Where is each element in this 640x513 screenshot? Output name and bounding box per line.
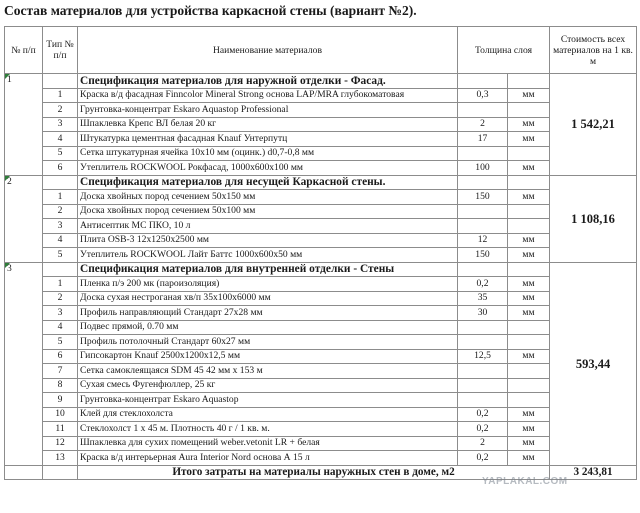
- row-number: 3: [43, 306, 78, 321]
- layer-thickness: [458, 364, 508, 379]
- section-header-row: [5, 175, 637, 190]
- section-unit-cell: [508, 262, 550, 277]
- table-row: [5, 407, 637, 422]
- layer-thickness: 35: [458, 291, 508, 306]
- table-row: [5, 190, 637, 205]
- section-thickness-cell: [458, 74, 508, 89]
- material-name: Плита OSB-3 12х1250х2500 мм: [78, 233, 458, 248]
- table-row: [5, 335, 637, 350]
- thickness-unit: [508, 335, 550, 350]
- material-name: Доска хвойных пород сечением 50х100 мм: [78, 204, 458, 219]
- table-row: [5, 277, 637, 292]
- section-title: Спецификация материалов для наружной отделки - Фасад.: [78, 74, 458, 89]
- layer-thickness: 17: [458, 132, 508, 147]
- row-number: 4: [43, 233, 78, 248]
- section-title: Спецификация материалов для несущей Каркасной стены.: [78, 175, 458, 190]
- thickness-unit: мм: [508, 161, 550, 176]
- row-number: 4: [43, 132, 78, 147]
- row-number: 5: [43, 335, 78, 350]
- table-row: [5, 422, 637, 437]
- row-number: 5: [43, 248, 78, 263]
- section-number: 2: [5, 175, 43, 262]
- material-name: Подвес прямой, 0.70 мм: [78, 320, 458, 335]
- row-number: 1: [43, 277, 78, 292]
- section-unit-cell: [508, 175, 550, 190]
- thickness-unit: [508, 146, 550, 161]
- layer-thickness: [458, 378, 508, 393]
- row-number: 12: [43, 436, 78, 451]
- table-row: [5, 248, 637, 263]
- table-body: [5, 74, 637, 480]
- layer-thickness: 150: [458, 190, 508, 205]
- section-cost: 1 542,21: [550, 74, 637, 176]
- material-name: Штукатурка цементная фасадная Knauf Унтерпутц: [78, 132, 458, 147]
- layer-thickness: [458, 146, 508, 161]
- materials-table: [4, 26, 637, 480]
- thickness-unit: мм: [508, 407, 550, 422]
- material-name: Сетка штукатурная ячейка 10х10 мм (оцинк.) d0,7-0,8 мм: [78, 146, 458, 161]
- table-row: [5, 291, 637, 306]
- table-row: [5, 103, 637, 118]
- table-row: [5, 219, 637, 234]
- header-thickness: Толщина слоя: [458, 27, 550, 74]
- header-name: Наименование материалов: [78, 27, 458, 74]
- table-row: [5, 451, 637, 466]
- row-number: 4: [43, 320, 78, 335]
- row-number: 9: [43, 393, 78, 408]
- table-row: [5, 146, 637, 161]
- total-label: Итого затраты на материалы наружных стен в доме, м2: [78, 465, 550, 480]
- row-number: 6: [43, 349, 78, 364]
- section-thickness-cell: [458, 175, 508, 190]
- layer-thickness: 0,2: [458, 451, 508, 466]
- section-cost: 593,44: [550, 262, 637, 465]
- row-number: 6: [43, 161, 78, 176]
- thickness-unit: мм: [508, 349, 550, 364]
- row-number: 10: [43, 407, 78, 422]
- table-row: [5, 233, 637, 248]
- material-name: Утеплитель ROCKWOOL Лайт Баттс 1000х600х50 мм: [78, 248, 458, 263]
- thickness-unit: мм: [508, 291, 550, 306]
- thickness-unit: [508, 378, 550, 393]
- table-row: [5, 320, 637, 335]
- thickness-unit: мм: [508, 436, 550, 451]
- material-name: Стеклохолст 1 х 45 м. Плотность 40 г / 1 кв. м.: [78, 422, 458, 437]
- material-name: Краска в/д интерьерная Aura Interior Nord основа А 15 л: [78, 451, 458, 466]
- thickness-unit: [508, 204, 550, 219]
- layer-thickness: 30: [458, 306, 508, 321]
- row-number: 7: [43, 364, 78, 379]
- material-name: Профиль потолочный Стандарт 60х27 мм: [78, 335, 458, 350]
- thickness-unit: [508, 364, 550, 379]
- table-row: [5, 364, 637, 379]
- row-number: 2: [43, 103, 78, 118]
- section-number: 3: [5, 262, 43, 465]
- table-row: [5, 349, 637, 364]
- material-name: Сетка самоклеящаяся SDM 45 42 мм х 153 м: [78, 364, 458, 379]
- table-row: [5, 378, 637, 393]
- row-number: 13: [43, 451, 78, 466]
- thickness-unit: [508, 103, 550, 118]
- table-row: [5, 88, 637, 103]
- material-name: Антисептик МС ПКО, 10 л: [78, 219, 458, 234]
- section-cost: 1 108,16: [550, 175, 637, 262]
- material-name: Сухая смесь Фугенфюллер, 25 кг: [78, 378, 458, 393]
- section-title: Спецификация материалов для внутренней отделки - Стены: [78, 262, 458, 277]
- table-header-row: [5, 27, 637, 74]
- thickness-unit: мм: [508, 88, 550, 103]
- section-subnum-cell: [43, 175, 78, 190]
- material-name: Гипсокартон Knauf 2500х1200х12,5 мм: [78, 349, 458, 364]
- layer-thickness: [458, 204, 508, 219]
- layer-thickness: [458, 103, 508, 118]
- layer-thickness: 2: [458, 436, 508, 451]
- row-number: 2: [43, 291, 78, 306]
- thickness-unit: мм: [508, 117, 550, 132]
- table-row: [5, 132, 637, 147]
- material-name: Утеплитель ROCKWOOL Рокфасад, 1000х600х100 мм: [78, 161, 458, 176]
- page-title: Состав материалов для устройства каркасной стены (вариант №2).: [4, 3, 417, 18]
- header-num: № п/п: [5, 27, 43, 74]
- layer-thickness: 0,2: [458, 422, 508, 437]
- layer-thickness: 12: [458, 233, 508, 248]
- section-unit-cell: [508, 74, 550, 89]
- row-number: 2: [43, 204, 78, 219]
- row-number: 1: [43, 190, 78, 205]
- material-name: Доска хвойных пород сечением 50х150 мм: [78, 190, 458, 205]
- material-name: Шпаклевка для сухих помещений weber.vetonit LR + белая: [78, 436, 458, 451]
- thickness-unit: мм: [508, 306, 550, 321]
- section-subnum-cell: [43, 262, 78, 277]
- table-row: [5, 393, 637, 408]
- table-row: [5, 117, 637, 132]
- layer-thickness: 0,2: [458, 277, 508, 292]
- thickness-unit: мм: [508, 422, 550, 437]
- material-name: Грунтовка-концентрат Eskaro Aquastop Professional: [78, 103, 458, 118]
- layer-thickness: 12,5: [458, 349, 508, 364]
- layer-thickness: 150: [458, 248, 508, 263]
- table-row: [5, 161, 637, 176]
- table-row: [5, 306, 637, 321]
- material-name: Пленка п/э 200 мк (пароизоляция): [78, 277, 458, 292]
- layer-thickness: [458, 393, 508, 408]
- section-header-row: [5, 74, 637, 89]
- thickness-unit: мм: [508, 190, 550, 205]
- section-number: 1: [5, 74, 43, 176]
- layer-thickness: [458, 320, 508, 335]
- thickness-unit: мм: [508, 277, 550, 292]
- row-number: 11: [43, 422, 78, 437]
- row-number: 5: [43, 146, 78, 161]
- material-name: Профиль направляющий Стандарт 27х28 мм: [78, 306, 458, 321]
- layer-thickness: [458, 219, 508, 234]
- thickness-unit: [508, 320, 550, 335]
- material-name: Грунтовка-концентрат Eskaro Aquastop: [78, 393, 458, 408]
- material-name: Клей для стеклохолста: [78, 407, 458, 422]
- thickness-unit: мм: [508, 233, 550, 248]
- layer-thickness: 0,2: [458, 407, 508, 422]
- total-subnum-cell: [43, 465, 78, 480]
- thickness-unit: [508, 393, 550, 408]
- thickness-unit: мм: [508, 132, 550, 147]
- table-row: [5, 204, 637, 219]
- material-name: Доска сухая нестроганая хв/п 35х100х6000 мм: [78, 291, 458, 306]
- row-number: 3: [43, 117, 78, 132]
- watermark-logo: YAPLAKAL.COM: [482, 476, 568, 487]
- header-cost: Стоимость всех материалов на 1 кв. м: [550, 27, 637, 74]
- total-num-cell: [5, 465, 43, 480]
- layer-thickness: 100: [458, 161, 508, 176]
- material-name: Краска в/д фасадная Finncolor Mineral Strong основа LAP/MRA глубокоматовая: [78, 88, 458, 103]
- row-number: 1: [43, 88, 78, 103]
- row-number: 3: [43, 219, 78, 234]
- material-name: Шпаклевка Крепс ВЛ белая 20 кг: [78, 117, 458, 132]
- layer-thickness: 2: [458, 117, 508, 132]
- thickness-unit: [508, 219, 550, 234]
- total-value: 3 243,81: [550, 465, 637, 480]
- thickness-unit: мм: [508, 451, 550, 466]
- layer-thickness: [458, 335, 508, 350]
- section-header-row: [5, 262, 637, 277]
- section-subnum-cell: [43, 74, 78, 89]
- table-row: [5, 436, 637, 451]
- header-subnum: Тип № п/п: [43, 27, 78, 74]
- layer-thickness: 0,3: [458, 88, 508, 103]
- row-number: 8: [43, 378, 78, 393]
- section-thickness-cell: [458, 262, 508, 277]
- thickness-unit: мм: [508, 248, 550, 263]
